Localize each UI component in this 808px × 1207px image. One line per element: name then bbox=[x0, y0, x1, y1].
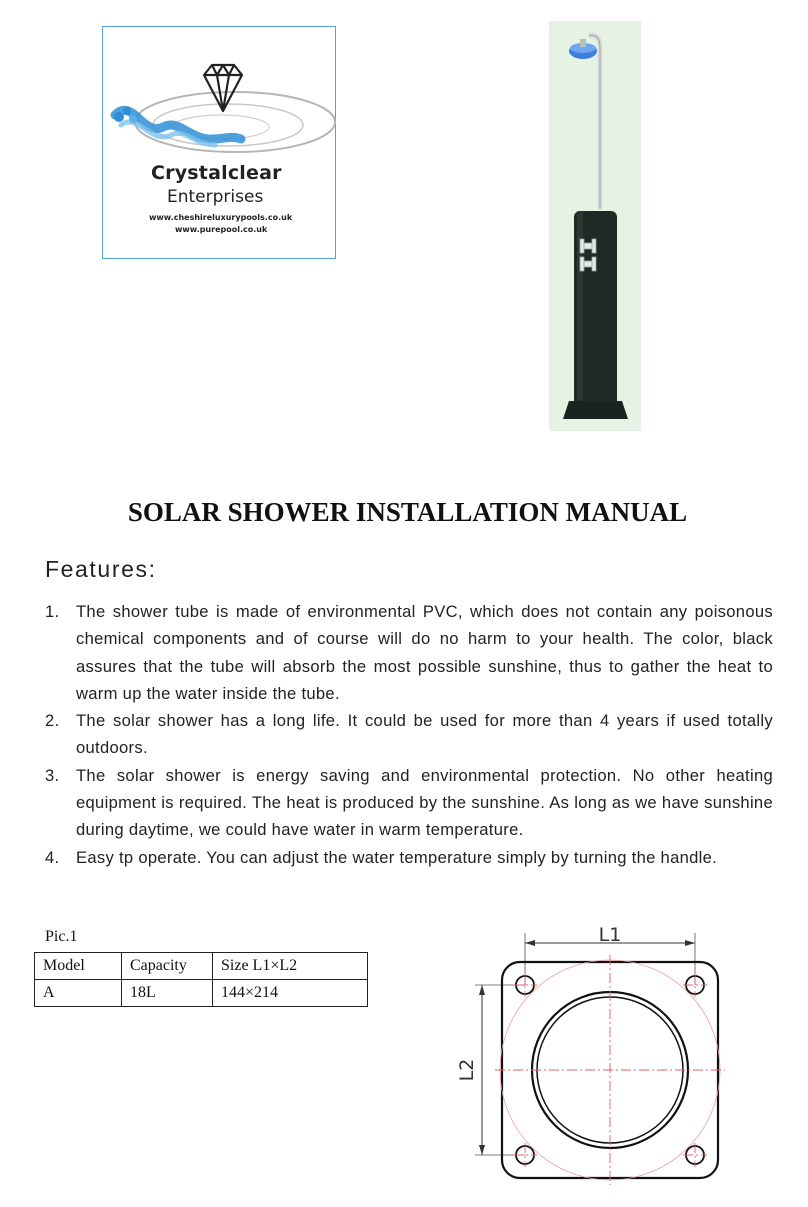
logo-subtitle: Enterprises bbox=[167, 187, 264, 207]
list-item bbox=[45, 598, 773, 707]
table-header-cell: Model bbox=[35, 953, 122, 980]
picture-caption: Pic.1 bbox=[45, 928, 78, 945]
features-heading: Features: bbox=[45, 556, 157, 582]
list-item-text: The solar shower is energy saving and environmental protection. No other heating equipment is required. The heat is produced by the sunshine. As long as we have sunshine during daytime, we could have water in warm temperature. bbox=[76, 765, 773, 840]
document-title: SOLAR SHOWER INSTALLATION MANUAL bbox=[127, 497, 688, 527]
list-item-text: The solar shower has a long life. It could be used for more than 4 years if used totally outdoors. bbox=[76, 711, 773, 758]
company-logo bbox=[102, 26, 336, 259]
table-header-cell: Size L1×L2 bbox=[213, 953, 368, 980]
logo-name: Crystalclear bbox=[151, 162, 282, 184]
list-item bbox=[45, 707, 773, 762]
table-header-cell: Capacity bbox=[122, 953, 213, 980]
list-item-text: The shower tube is made of environmental PVC, which does not contain any poisonous chemical components and of course will do no harm to your health. The color, black assures that the tube will absorb the most possible sunshine, thus to gather the heat to warm up the water inside the tube. bbox=[76, 602, 773, 703]
list-item bbox=[45, 844, 773, 871]
list-item-number: 4. bbox=[45, 847, 60, 867]
features-list bbox=[45, 598, 773, 871]
logo-url-1: www.cheshireluxurypools.co.uk bbox=[149, 213, 293, 222]
list-item bbox=[45, 762, 773, 844]
table-row bbox=[35, 980, 368, 1007]
dimension-label-l1: L1 bbox=[598, 925, 622, 946]
logo-url-2: www.purepool.co.uk bbox=[175, 225, 268, 234]
list-item-number: 2. bbox=[45, 711, 60, 731]
table-cell: 144×214 bbox=[213, 980, 368, 1007]
dimension-label-l2: L2 bbox=[456, 1058, 478, 1082]
table-cell: A bbox=[35, 980, 122, 1007]
table-cell: 18L bbox=[122, 980, 213, 1007]
list-item-number: 1. bbox=[45, 602, 60, 621]
table-header-row bbox=[35, 953, 368, 980]
spec-table bbox=[34, 952, 368, 1007]
solar-shower-image bbox=[549, 21, 641, 431]
list-item-text: Easy tp operate. You can adjust the water temperature simply by turning the handle. bbox=[76, 847, 718, 867]
list-item-number: 3. bbox=[45, 765, 60, 785]
flange-drawing bbox=[455, 925, 745, 1185]
